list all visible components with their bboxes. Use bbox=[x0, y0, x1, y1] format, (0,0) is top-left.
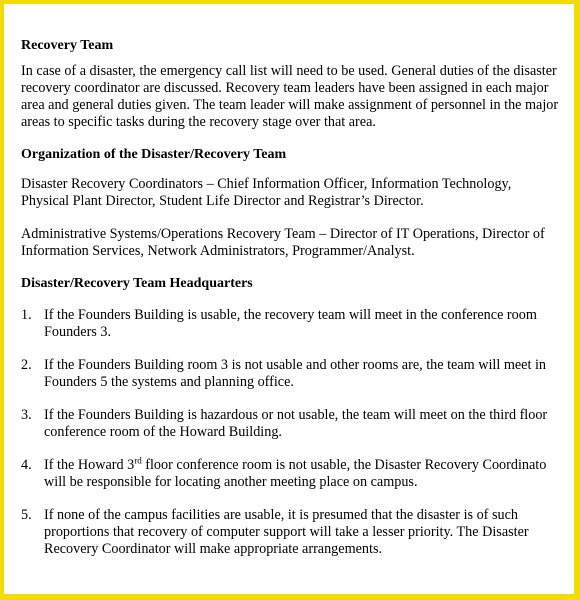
list-number: 4. bbox=[21, 457, 32, 473]
list-item bbox=[21, 507, 561, 558]
recovery-team-paragraph: In case of a disaster, the emergency call list will need to be used. General duties of the disaster recovery coordinator are discussed. Recovery team leaders have been assigned in each major area and general duties given. The team leader will make assignment of personnel in the major areas to specific tasks during the recovery stage over that area. bbox=[21, 63, 559, 130]
document-content bbox=[21, 37, 561, 558]
admin-systems-paragraph: Administrative Systems/Operations Recovery Team – Director of IT Operations, Director of Information Services, Network Administrators, Programmer/Analyst. bbox=[21, 226, 545, 259]
list-item bbox=[21, 357, 561, 391]
recovery-team-heading: Recovery Team bbox=[21, 38, 114, 53]
list-text-part: If the Howard 3 bbox=[44, 457, 135, 473]
list-number: 1. bbox=[21, 307, 32, 323]
list-text: If none of the campus facilities are usable, it is presumed that the disaster is of such proportions that recovery of computer support will take a lesser priority. The Disaster Recovery Coordinator will make appropriate arrangements. bbox=[44, 507, 529, 557]
list-number: 5. bbox=[21, 507, 32, 523]
list-number: 2. bbox=[21, 357, 32, 373]
coordinators-paragraph: Disaster Recovery Coordinators – Chief Information Officer, Information Technology, Physical Plant Director, Student Life Director and Registrar’s Director. bbox=[21, 176, 512, 209]
list-text: If the Founders Building is usable, the recovery team will meet in the conference room Founders 3. bbox=[44, 307, 537, 340]
headquarters-list bbox=[21, 307, 561, 558]
list-number: 3. bbox=[21, 407, 32, 423]
list-text-part: floor conference room is not usable, the Disaster Recovery Coordinato will be responsible for locating another meeting place on campus. bbox=[44, 457, 547, 490]
list-text: If the Founders Building room 3 is not usable and other rooms are, the team will meet in Founders 5 the systems and planning office. bbox=[44, 357, 546, 390]
list-item bbox=[21, 307, 561, 341]
list-text bbox=[44, 457, 546, 490]
headquarters-heading: Disaster/Recovery Team Headquarters bbox=[21, 276, 253, 291]
list-item bbox=[21, 457, 561, 491]
document-page bbox=[4, 4, 574, 594]
list-text: If the Founders Building is hazardous or not usable, the team will meet on the third floor conference room of the Howard Building. bbox=[44, 407, 548, 440]
superscript: rd bbox=[134, 455, 142, 466]
organization-heading: Organization of the Disaster/Recovery Team bbox=[21, 147, 287, 162]
list-item bbox=[21, 407, 561, 441]
